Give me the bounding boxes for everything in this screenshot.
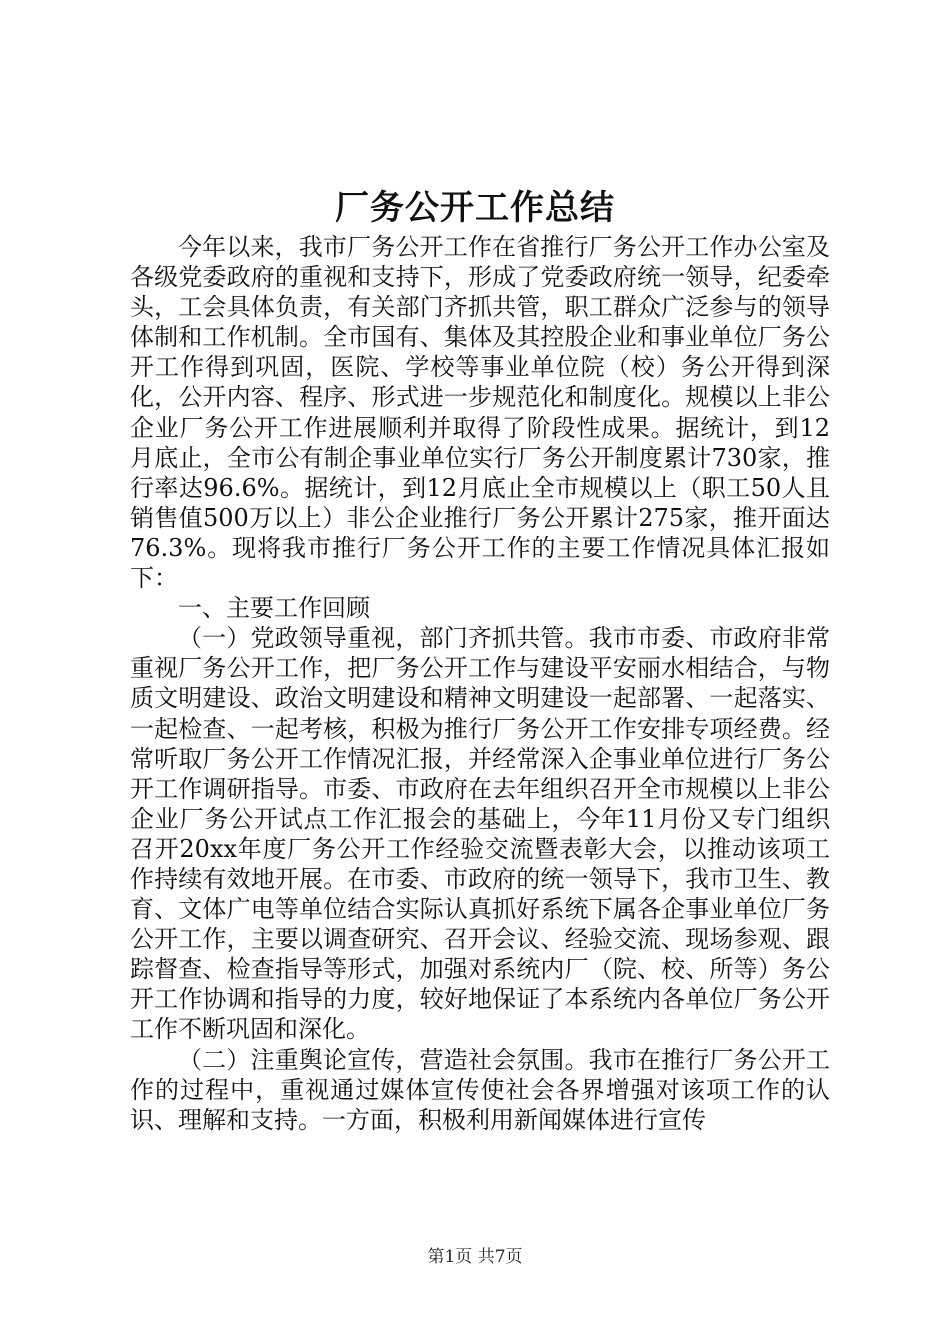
- subsection-paragraph-1: （一）党政领导重视，部门齐抓共管。我市市委、市政府非常重视厂务公开工作，把厂务公开工作与建设平安丽水相结合，与物质文明建设、政治文明建设和精神文明建设一起部署、一起落实、一起检查、一起考核，积极为推行厂务公开工作安排专项经费。经常听取厂务公开工作情况汇报，并经常深入企事业单位进行厂务公开工作调研指导。市委、市政府在去年组织召开全市规模以上非公企业厂务公开试点工作汇报会的基础上，今年11月份又专门组织召开20xx年度厂务公开工作经验交流暨表彰大会，以推动该项工作持续有效地开展。在市委、市政府的统一领导下，我市卫生、教育、文体广电等单位结合实际认真抓好系统下属各企事业单位厂务公开工作，主要以调查研究、召开会议、经验交流、现场参观、跟踪督查、检查指导等形式，加强对系统内厂（院、校、所等）务公开工作协调和指导的力度，较好地保证了本系统内各单位厂务公开工作不断巩固和深化。: [130, 624, 830, 1044]
- page-number-footer: 第1页 共7页: [427, 1247, 523, 1267]
- document-title: 厂务公开工作总结: [335, 188, 615, 228]
- section-heading: 一、主要工作回顾: [178, 594, 370, 623]
- intro-paragraph: 今年以来，我市厂务公开工作在省推行厂务公开工作办公室及各级党委政府的重视和支持下，形成了党委政府统一领导，纪委牵头，工会具体负责，有关部门齐抓共管，职工群众广泛参与的领导体制和工作机制。全市国有、集体及其控股企业和事业单位厂务公开工作得到巩固，医院、学校等事业单位院（校）务公开得到深化，公开内容、程序、形式进一步规范化和制度化。规模以上非公企业厂务公开工作进展顺利并取得了阶段性成果。据统计，到12月底止，全市公有制企事业单位实行厂务公开制度累计730家，推行率达96.6%。据统计，到12月底止全市规模以上（职工50人且销售值500万以上）非公企业推行厂务公开累计275家，推开面达76.3%。现将我市推行厂务公开工作的主要工作情况具体汇报如下：: [130, 233, 830, 593]
- document-body: [130, 232, 830, 1135]
- subsection-paragraph-2: （二）注重舆论宣传，营造社会氛围。我市在推行厂务公开工作的过程中，重视通过媒体宣传使社会各界增强对该项工作的认识、理解和支持。一方面，积极利用新闻媒体进行宣传: [130, 1045, 830, 1134]
